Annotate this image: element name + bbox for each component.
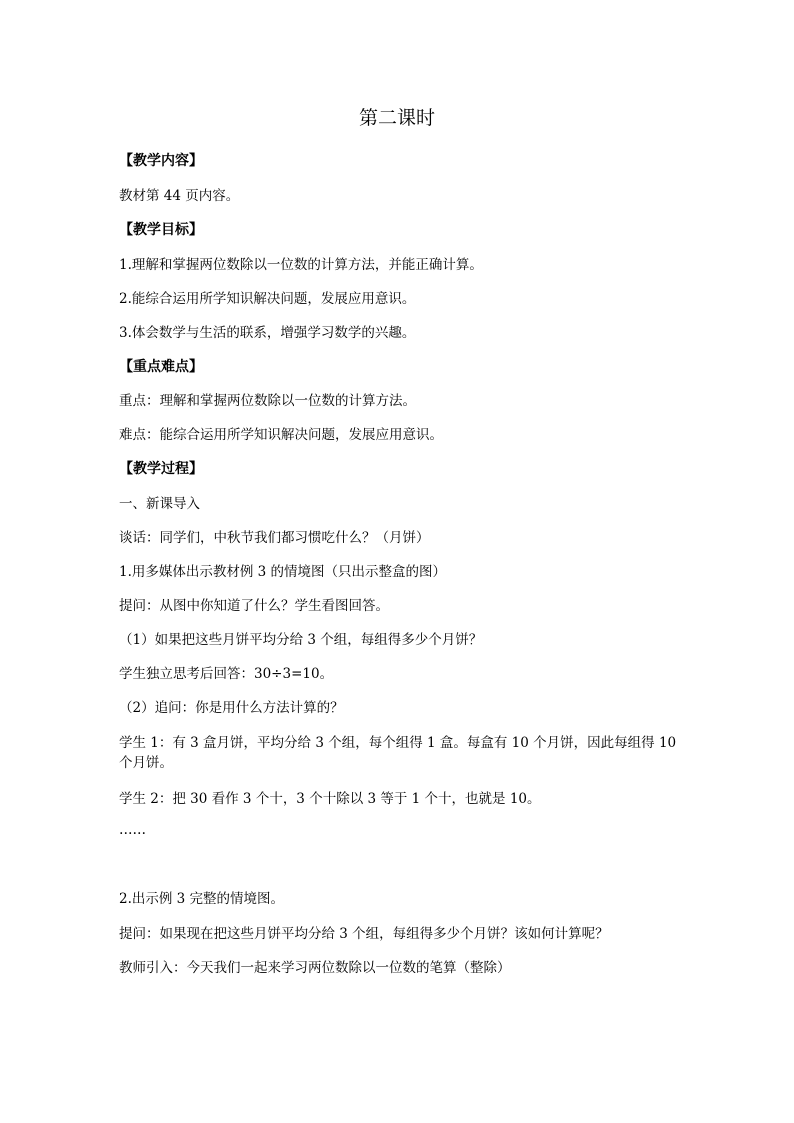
process-line: 学生独立思考后回答：30÷3=10。 bbox=[119, 666, 334, 682]
section-heading-goals: 【教学目标】 bbox=[119, 222, 203, 238]
difficult-point-text: 难点：能综合运用所学知识解决问题，发展应用意识。 bbox=[119, 427, 443, 443]
process-line: 学生 1：有 3 盒月饼，平均分给 3 个组，每个组得 1 盒。每盒有 10 个月饼，因此每组得 10 个月饼。 bbox=[119, 735, 677, 771]
section-heading-process: 【教学过程】 bbox=[119, 461, 203, 477]
content-text: 教材第 44 页内容。 bbox=[119, 188, 240, 204]
process-line: 提问：如果现在把这些月饼平均分给 3 个组，每组得多少个月饼？该如何计算呢？ bbox=[119, 926, 609, 942]
goal-item-2: 2.能综合运用所学知识解决问题，发展应用意识。 bbox=[119, 291, 416, 307]
process-line: 提问：从图中你知道了什么？学生看图回答。 bbox=[119, 598, 389, 614]
page-title: 第二课时 bbox=[358, 107, 435, 129]
process-line: （1）如果把这些月饼平均分给 3 个组，每组得多少个月饼？ bbox=[119, 632, 483, 648]
key-point-text: 重点：理解和掌握两位数除以一位数的计算方法。 bbox=[119, 393, 416, 409]
process-line: 谈话：同学们，中秋节我们都习惯吃什么？（月饼） bbox=[119, 530, 430, 546]
section-heading-key-points: 【重点难点】 bbox=[119, 359, 203, 375]
process-line: （2）追问：你是用什么方法计算的？ bbox=[119, 700, 344, 716]
ellipsis-text: …… bbox=[119, 822, 146, 838]
process-line: 1.用多媒体出示教材例 3 的情境图（只出示整盒的图） bbox=[119, 564, 447, 580]
process-line: 教师引入：今天我们一起来学习两位数除以一位数的笔算（整除） bbox=[119, 960, 511, 976]
process-line: 2.出示例 3 完整的情境图。 bbox=[119, 891, 285, 907]
goal-item-3: 3.体会数学与生活的联系，增强学习数学的兴趣。 bbox=[119, 325, 416, 341]
goal-item-1: 1.理解和掌握两位数除以一位数的计算方法，并能正确计算。 bbox=[119, 257, 483, 273]
section-heading-content: 【教学内容】 bbox=[119, 153, 203, 169]
process-line: 学生 2：把 30 看作 3 个十，3 个十除以 3 等于 1 个十，也就是 10。 bbox=[119, 791, 541, 807]
process-line: 一、新课导入 bbox=[119, 496, 200, 512]
